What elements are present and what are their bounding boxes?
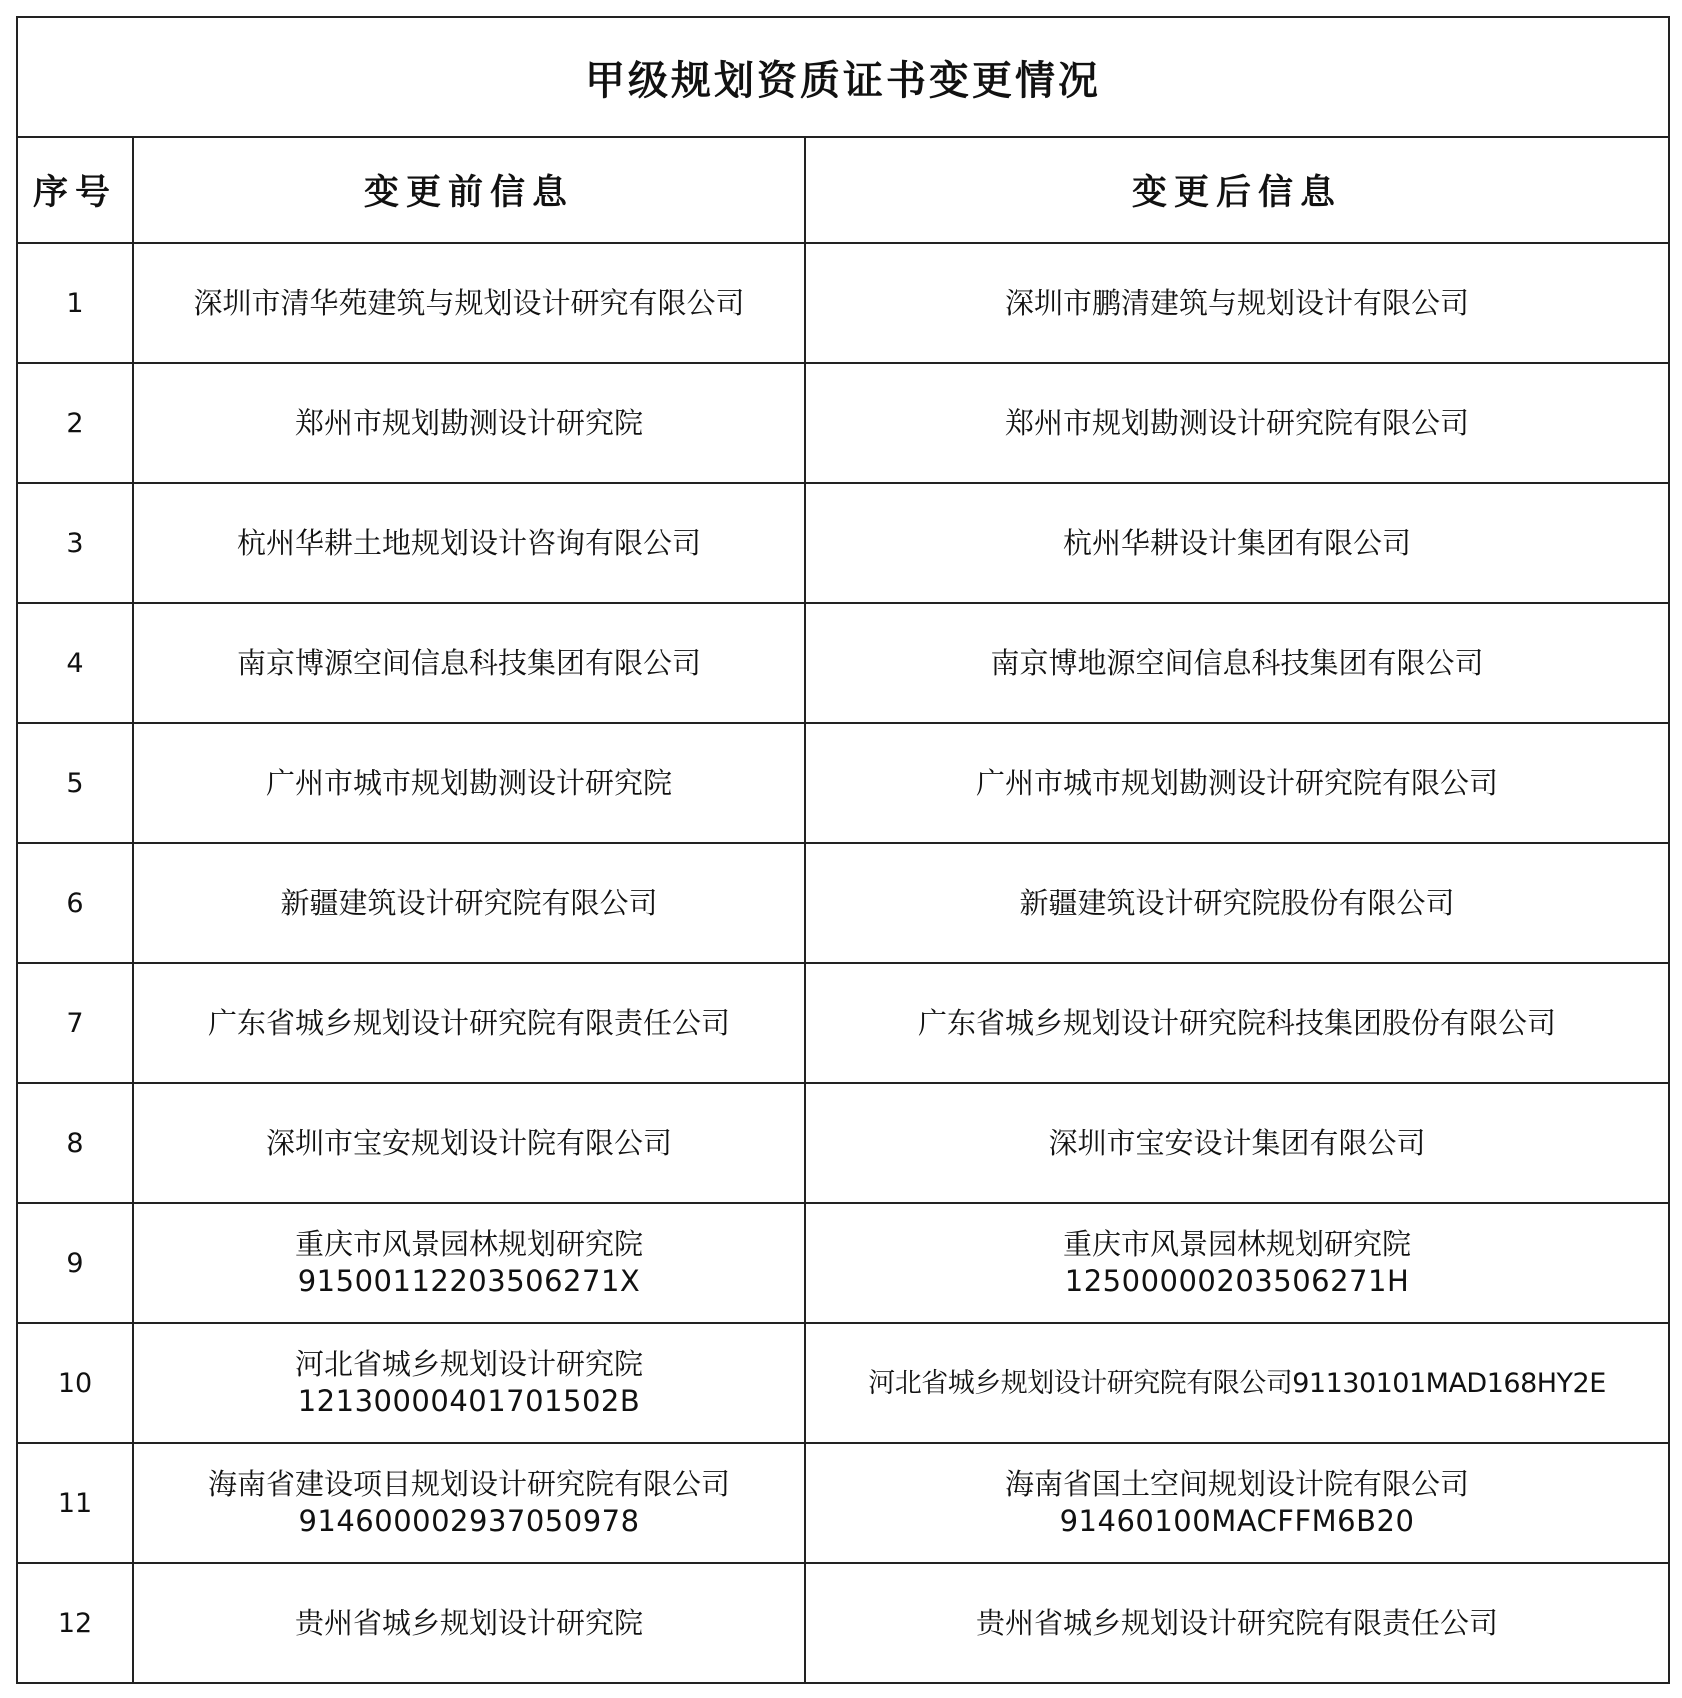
after-credit-code: 12500000203506271H: [1064, 1264, 1410, 1298]
before-company-name: 广州市城市规划勘测设计研究院: [265, 765, 672, 800]
header-index: 序号: [17, 137, 133, 243]
table-row: [17, 1563, 1669, 1683]
row-index: 3: [17, 483, 133, 603]
before-company-name: 广东省城乡规划设计研究院有限责任公司: [207, 1005, 730, 1040]
after-info-cell: [805, 243, 1669, 363]
row-index: 5: [17, 723, 133, 843]
table-row: [17, 243, 1669, 363]
before-info-cell: [133, 1443, 805, 1563]
before-info-cell: [133, 1563, 805, 1683]
after-company-name: 杭州华耕设计集团有限公司: [1063, 525, 1412, 560]
before-info-cell: [133, 1083, 805, 1203]
before-company-name: 海南省建设项目规划设计研究院有限公司: [207, 1467, 730, 1501]
row-index: 1: [17, 243, 133, 363]
after-company-name: 南京博地源空间信息科技集团有限公司: [990, 645, 1484, 680]
after-company-name: 深圳市鹏清建筑与规划设计有限公司: [1005, 285, 1470, 320]
before-company-name: 深圳市宝安规划设计院有限公司: [265, 1125, 672, 1160]
before-info-cell: [133, 603, 805, 723]
after-info-cell: [805, 963, 1669, 1083]
before-credit-code: 12130000401701502B: [297, 1384, 641, 1418]
table-row: [17, 603, 1669, 723]
after-company-name: 广东省城乡规划设计研究院科技集团股份有限公司: [918, 1005, 1557, 1040]
after-info-cell: [805, 1563, 1669, 1683]
before-credit-code: 914600002937050978: [298, 1504, 640, 1538]
table-row: [17, 363, 1669, 483]
table-title: 甲级规划资质证书变更情况: [17, 17, 1669, 137]
before-company-name: 河北省城乡规划设计研究院: [294, 1347, 643, 1381]
table-row: [17, 1323, 1669, 1443]
before-credit-code: 91500112203506271X: [297, 1264, 641, 1298]
before-info-cell: [133, 963, 805, 1083]
before-info-cell: [133, 1323, 805, 1443]
table-row: [17, 723, 1669, 843]
row-index: 11: [17, 1443, 133, 1563]
before-info-cell: [133, 723, 805, 843]
after-info-cell: [805, 1083, 1669, 1203]
after-company-name: 重庆市风景园林规划研究院: [1063, 1227, 1412, 1261]
after-company-name: 深圳市宝安设计集团有限公司: [1048, 1125, 1426, 1160]
after-info-cell: [805, 843, 1669, 963]
before-company-name: 南京博源空间信息科技集团有限公司: [236, 645, 701, 680]
after-company-name: 海南省国土空间规划设计院有限公司: [1005, 1467, 1470, 1501]
before-info-cell: [133, 363, 805, 483]
after-company-name: 新疆建筑设计研究院股份有限公司: [1019, 885, 1455, 920]
row-index: 2: [17, 363, 133, 483]
after-info-cell: [805, 483, 1669, 603]
after-company-name: 贵州省城乡规划设计研究院有限责任公司: [976, 1605, 1499, 1640]
table-row: [17, 1203, 1669, 1323]
title-row: [17, 17, 1669, 137]
row-index: 6: [17, 843, 133, 963]
table-row: [17, 483, 1669, 603]
table-row: [17, 1443, 1669, 1563]
qualification-change-table: [16, 16, 1670, 1684]
header-before: 变更前信息: [133, 137, 805, 243]
header-after: 变更后信息: [805, 137, 1669, 243]
before-company-name: 重庆市风景园林规划研究院: [294, 1227, 643, 1261]
table-row: [17, 843, 1669, 963]
after-credit-code: 91460100MACFFM6B20: [1059, 1504, 1415, 1538]
after-info-cell: [805, 1203, 1669, 1323]
table-row: [17, 1083, 1669, 1203]
row-index: 12: [17, 1563, 133, 1683]
after-company-name: 郑州市规划勘测设计研究院有限公司: [1005, 405, 1470, 440]
after-company-name: 河北省城乡规划设计研究院有限公司91130101MAD168HY2E: [868, 1367, 1606, 1399]
before-company-name: 贵州省城乡规划设计研究院: [294, 1605, 643, 1640]
before-info-cell: [133, 843, 805, 963]
row-index: 8: [17, 1083, 133, 1203]
table-row: [17, 963, 1669, 1083]
before-info-cell: [133, 1203, 805, 1323]
table-body: [17, 243, 1669, 1683]
row-index: 9: [17, 1203, 133, 1323]
after-info-cell: [805, 1323, 1669, 1443]
after-info-cell: [805, 363, 1669, 483]
before-company-name: 杭州华耕土地规划设计咨询有限公司: [236, 525, 701, 560]
before-info-cell: [133, 243, 805, 363]
after-info-cell: [805, 1443, 1669, 1563]
before-company-name: 郑州市规划勘测设计研究院: [294, 405, 643, 440]
after-company-name: 广州市城市规划勘测设计研究院有限公司: [976, 765, 1499, 800]
after-info-cell: [805, 723, 1669, 843]
row-index: 7: [17, 963, 133, 1083]
row-index: 4: [17, 603, 133, 723]
before-info-cell: [133, 483, 805, 603]
after-info-cell: [805, 603, 1669, 723]
before-company-name: 新疆建筑设计研究院有限公司: [280, 885, 658, 920]
header-row: [17, 137, 1669, 243]
row-index: 10: [17, 1323, 133, 1443]
before-company-name: 深圳市清华苑建筑与规划设计研究有限公司: [193, 285, 745, 320]
